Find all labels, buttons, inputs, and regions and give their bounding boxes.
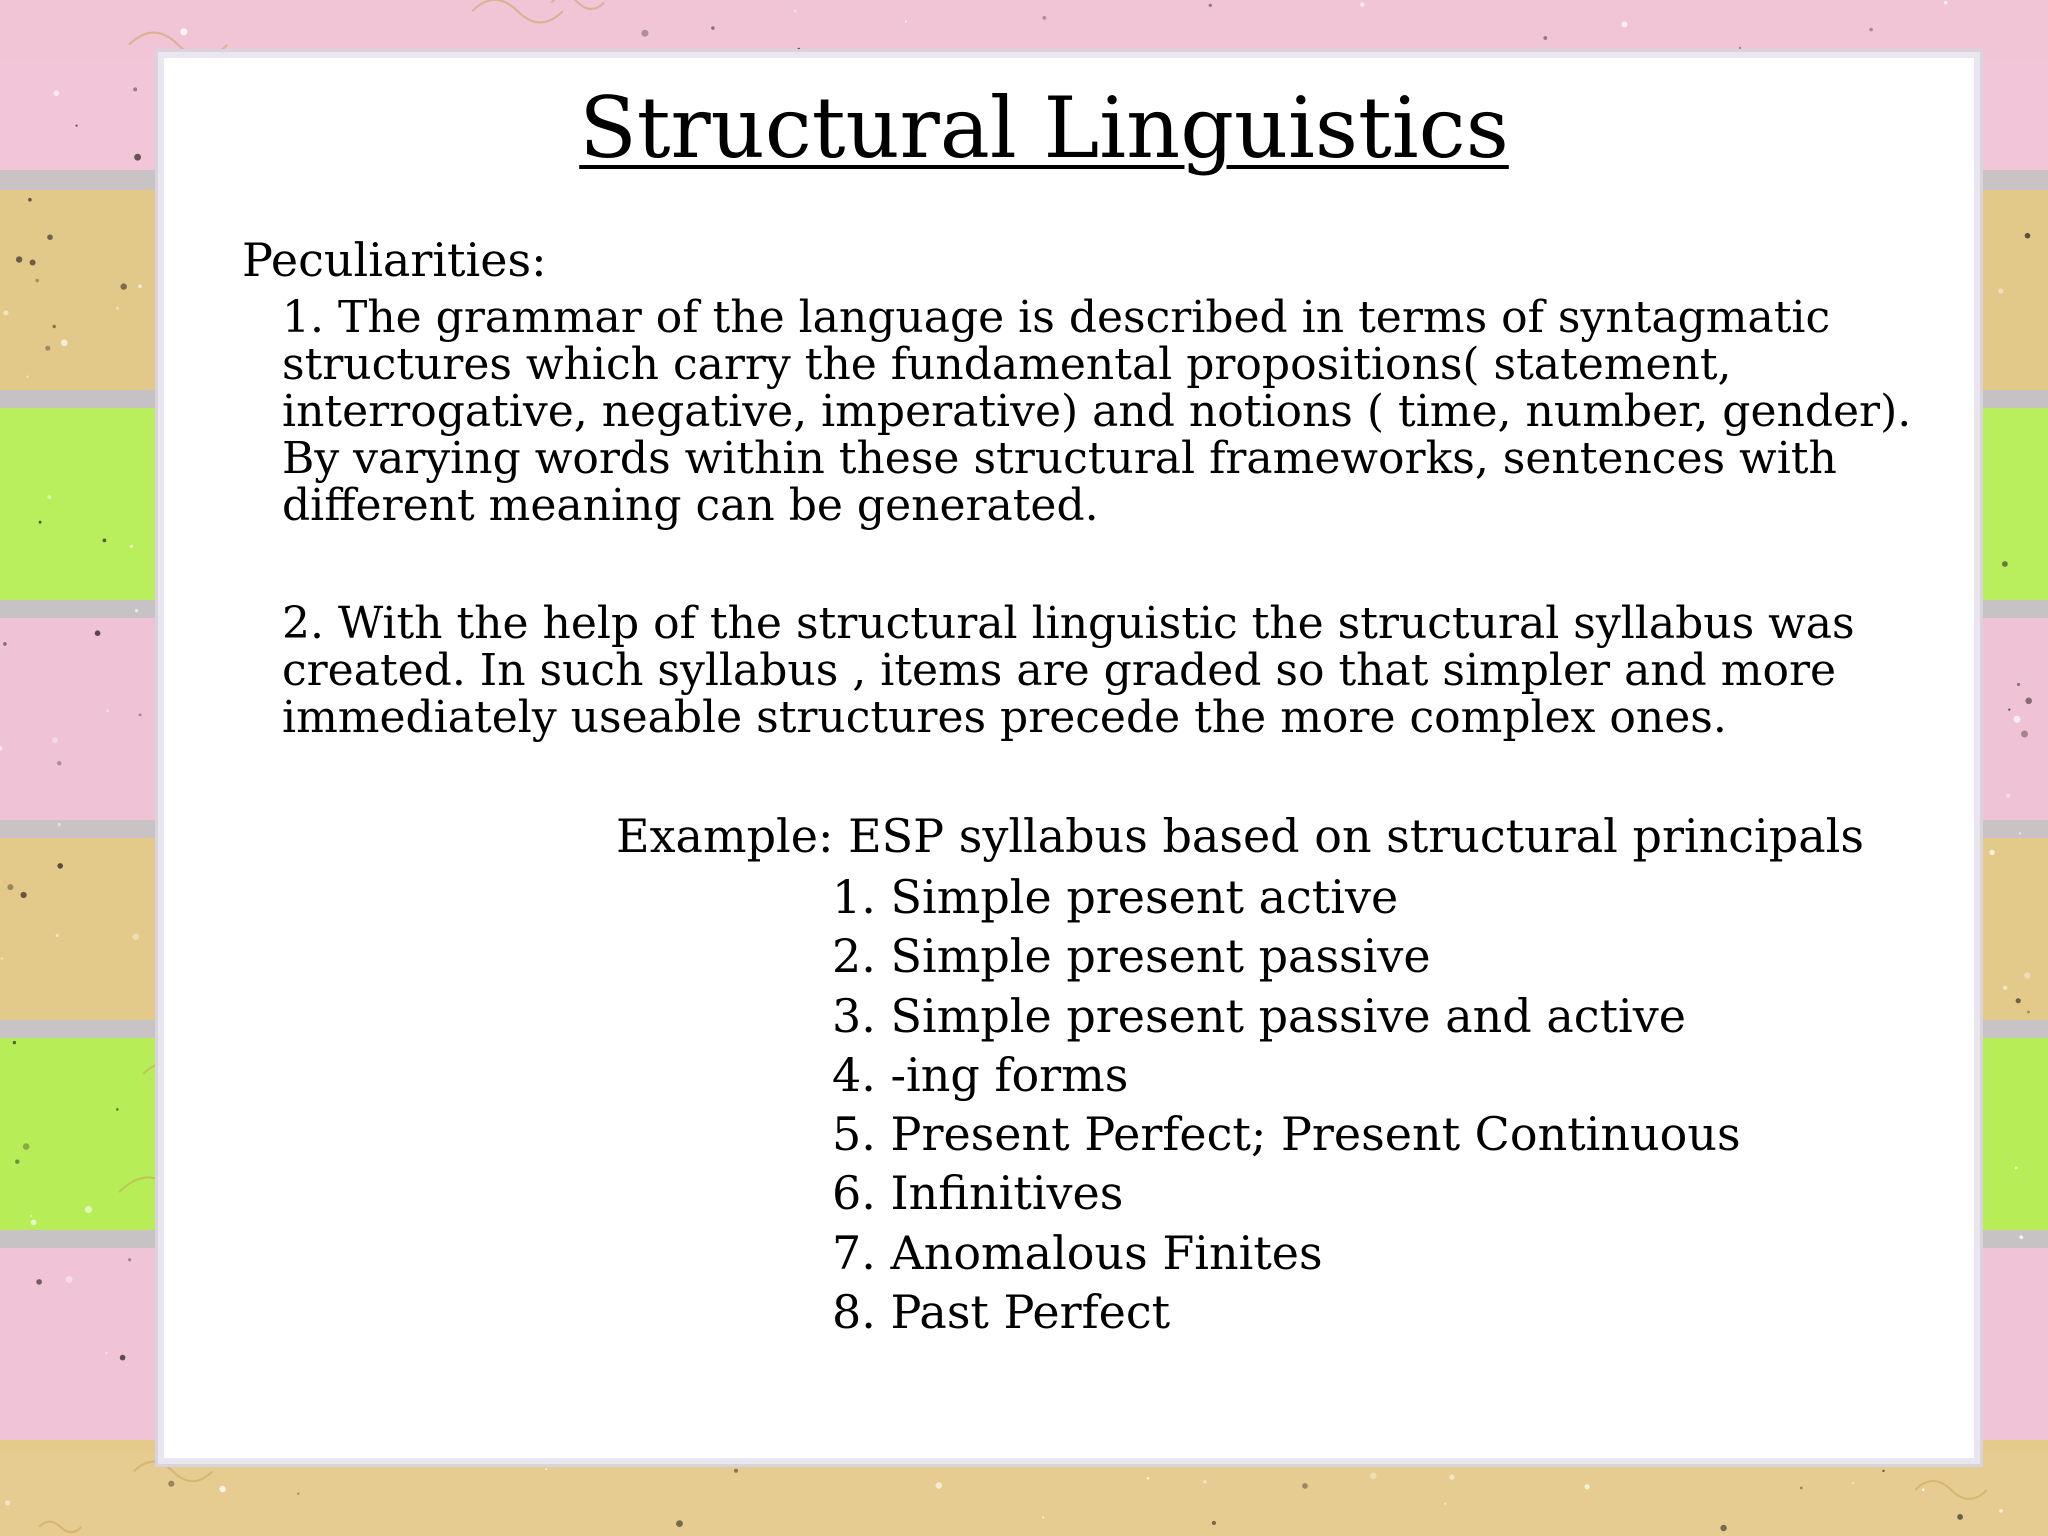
slide-title: Structural Linguistics bbox=[579, 79, 1509, 177]
list-item: 4. -ing forms bbox=[832, 1047, 1129, 1102]
peculiarities-heading: Peculiarities: bbox=[242, 233, 547, 287]
list-item: 6. Infinitives bbox=[832, 1166, 1124, 1221]
list-item: 1. Simple present active bbox=[832, 870, 1399, 924]
list-item: 3. Simple present passive and active bbox=[832, 988, 1686, 1043]
paragraph-structural-syllabus: 2. With the help of the structural linguistic the structural syllabus was created. In such syllabus , items are graded so that simpler and more immediately useable structures precede the more complex ones. bbox=[282, 598, 1855, 743]
list-item: 5. Present Perfect; Present Continuous bbox=[832, 1107, 1741, 1162]
syllabus-item-list bbox=[832, 868, 1741, 1342]
example-heading: Example: ESP syllabus based on structural principals bbox=[616, 809, 1864, 863]
list-item: 8. Past Perfect bbox=[832, 1285, 1171, 1340]
list-item: 2. Simple present passive bbox=[832, 929, 1431, 984]
paragraph-grammar-description: 1. The grammar of the language is described in terms of syntagmatic structures which carry the fundamental propositions( statement, interrogative, negative, imperative) and notions ( time, number, gender). By varying words within these structural frameworks, sentences with different meaning can be generated. bbox=[282, 292, 1912, 531]
list-item: 7. Anomalous Finites bbox=[832, 1225, 1323, 1280]
